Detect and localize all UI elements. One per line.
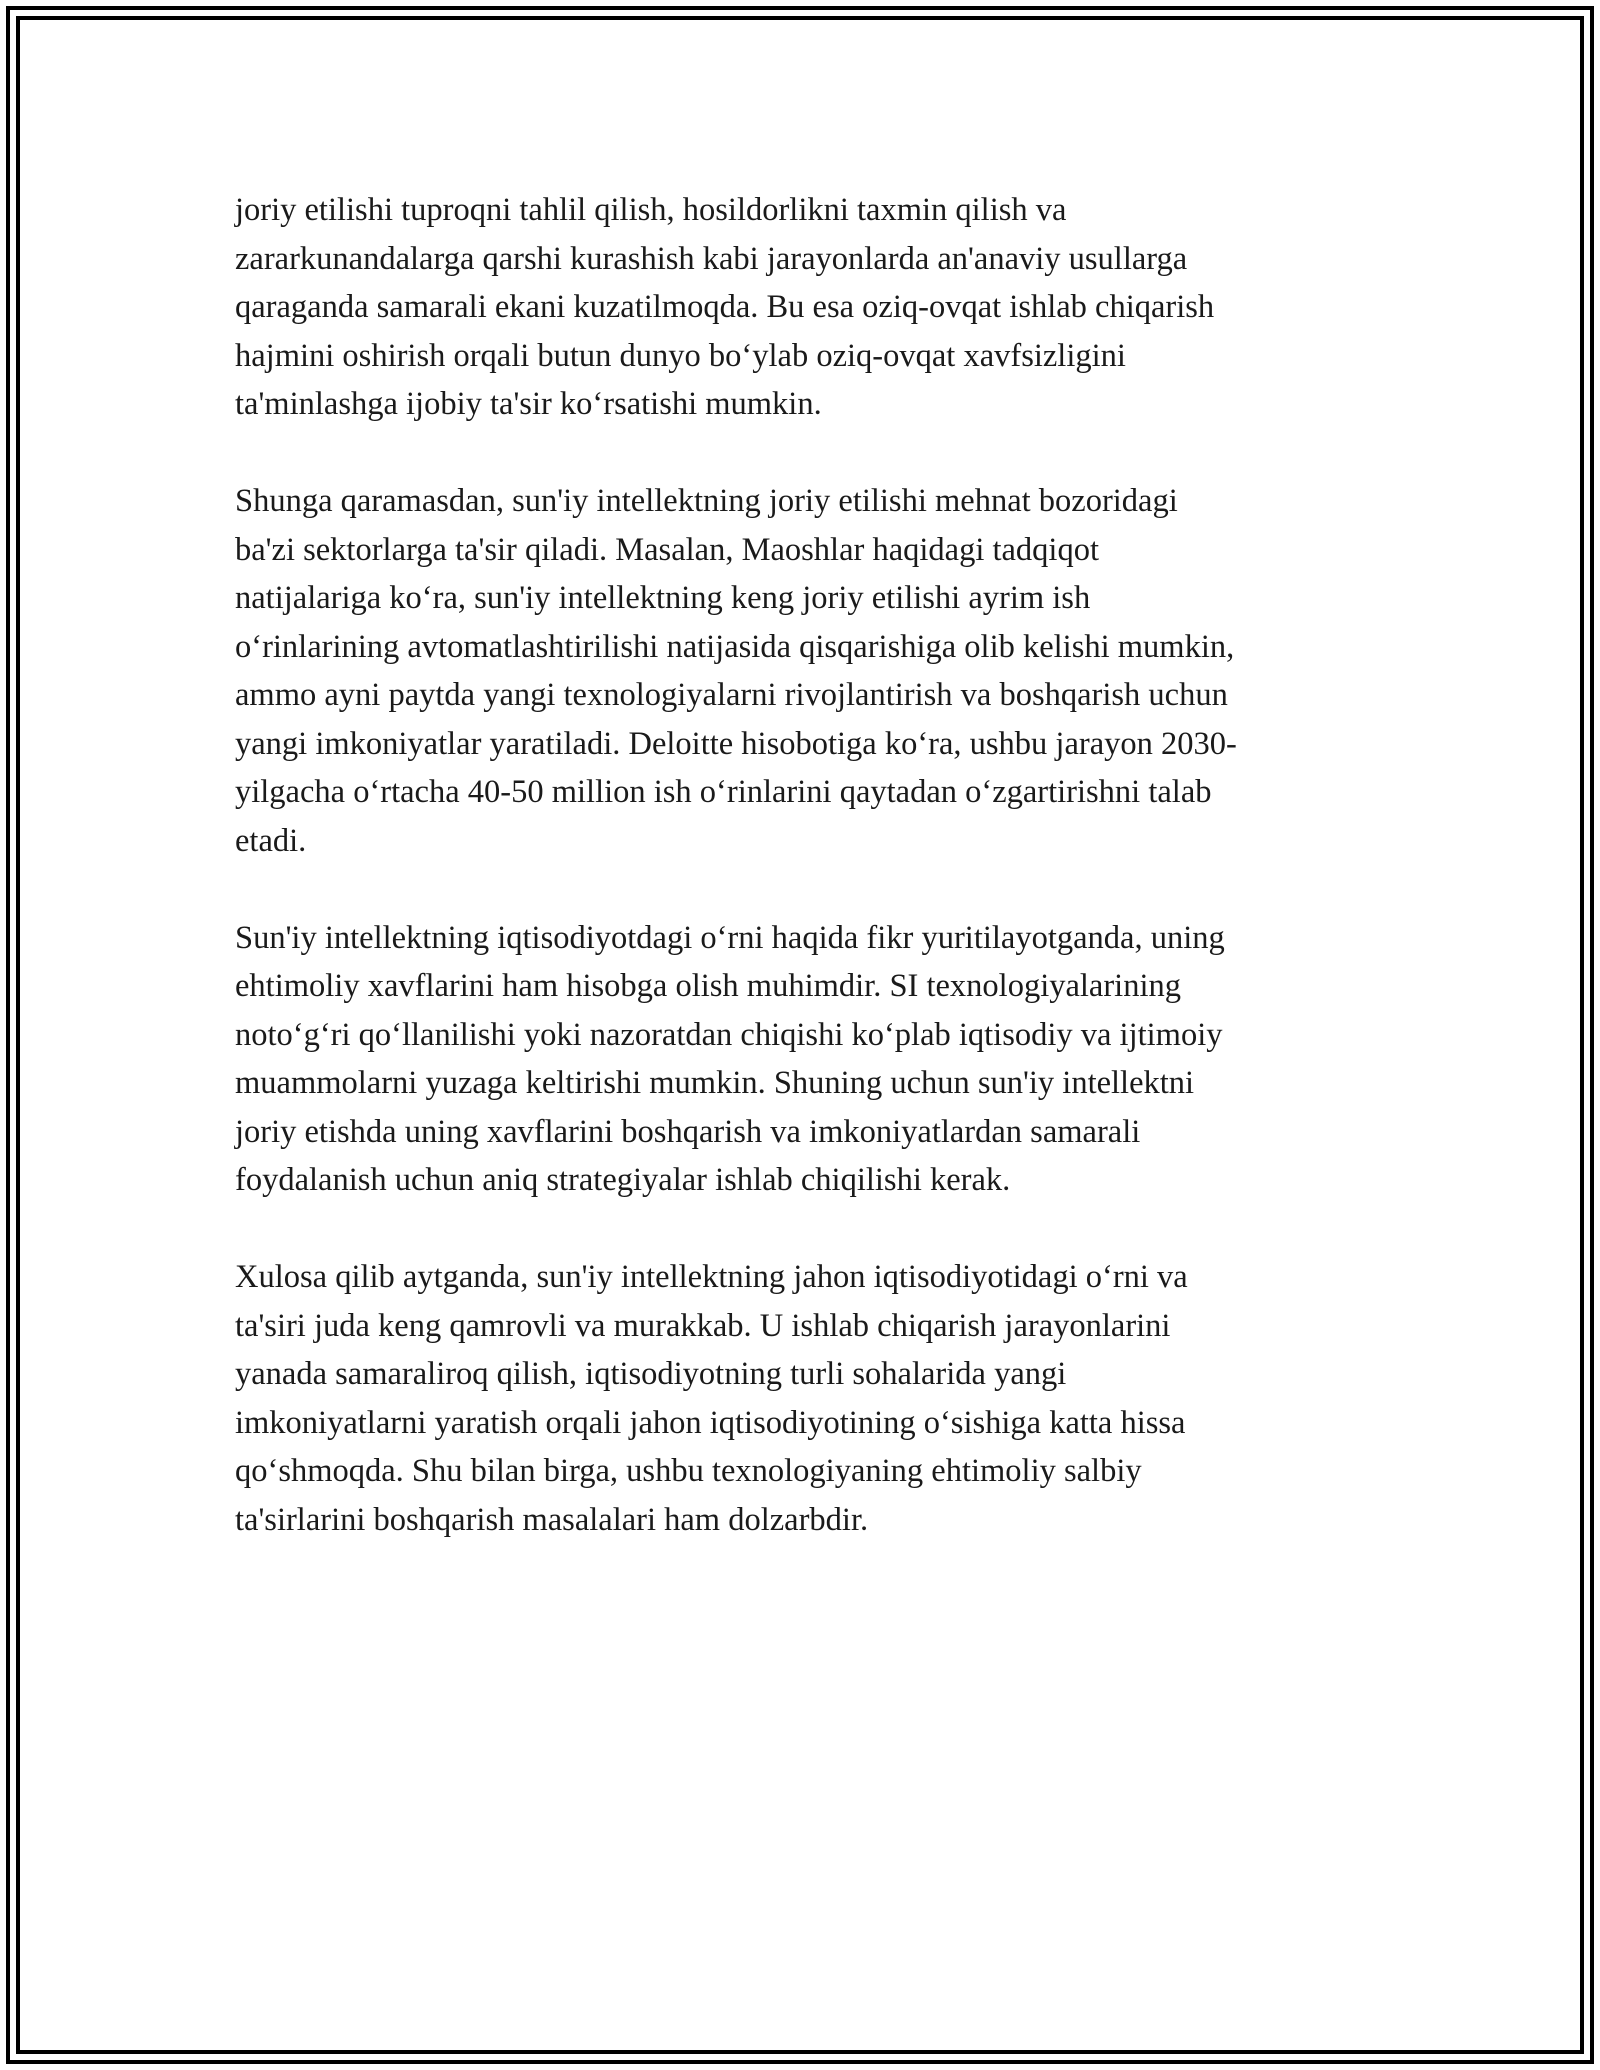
paragraph [235,914,1375,1205]
text-line: ta'siri juda keng qamrovli va murakkab. U ishlab chiqarish jarayonlarini [235,1307,1171,1344]
text-line: ta'sirlarini boshqarish masalalari ham dolzarbdir. [235,1501,869,1538]
text-line: yilgacha oʻrtacha 40-50 million ish oʻrinlarini qaytadan oʻzgartirishni talab [235,774,1212,810]
text-line: yangi imkoniyatlar yaratiladi. Deloitte hisobotiga koʻra, ushbu jarayon 2030- [235,725,1237,762]
text-line: qaraganda samarali ekani kuzatilmoqda. Bu esa oziq-ovqat ishlab chiqarish [235,289,1215,325]
text-line: imkoniyatlarni yaratish orqali jahon iqtisodiyotining oʻsishiga katta hissa [235,1404,1186,1441]
text-line: muammolarni yuzaga keltirishi mumkin. Shuning uchun sun'iy intellektni [235,1065,1195,1101]
text-line: joriy etilishi tuproqni tahlil qilish, hosildorlikni taxmin qilish va [235,192,1067,228]
text-line: natijalariga koʻra, sun'iy intellektning keng joriy etilishi ayrim ish [235,580,1091,616]
document-body [235,186,1375,1593]
paragraph [235,477,1375,865]
text-line: yanada samaraliroq qilish, iqtisodiyotning turli sohalarida yangi [235,1356,1067,1392]
text-line: qoʻshmoqda. Shu bilan birga, ushbu texnologiyaning ehtimoliy salbiy [235,1453,1142,1489]
text-line: Xulosa qilib aytganda, sun'iy intellektning jahon iqtisodiyotidagi oʻrni va [235,1259,1188,1295]
text-line: zararkunandalarga qarshi kurashish kabi jarayonlarda an'anaviy usullarga [235,240,1188,277]
text-line: ammo ayni paytda yangi texnologiyalarni rivojlantirish va boshqarish uchun [235,677,1228,713]
text-line: ta'minlashga ijobiy ta'sir koʻrsatishi mumkin. [235,386,822,422]
text-line: hajmini oshirish orqali butun dunyo boʻylab oziq-ovqat xavfsizligini [235,337,1126,374]
text-line: Sun'iy intellektning iqtisodiyotdagi oʻrni haqida fikr yuritilayotganda, uning [235,919,1225,956]
text-line: foydalanish uchun aniq strategiyalar ishlab chiqilishi kerak. [235,1162,1011,1198]
text-line: ba'zi sektorlarga ta'sir qiladi. Masalan, Maoshlar haqidagi tadqiqot [235,531,1099,568]
text-line: oʻrinlarining avtomatlashtirilishi natijasida qisqarishiga olib kelishi mumkin, [235,628,1235,665]
paragraph [235,186,1375,429]
text-line: notoʻgʻri qoʻllanilishi yoki nazoratdan chiqishi koʻplab iqtisodiy va ijtimoiy [235,1016,1223,1053]
text-line: joriy etishda uning xavflarini boshqarish va imkoniyatlardan samarali [235,1113,1141,1150]
paragraph [235,1253,1375,1544]
text-line: etadi. [235,822,307,859]
text-line: Shunga qaramasdan, sun'iy intellektning joriy etilishi mehnat bozoridagi [235,483,1178,519]
text-line: ehtimoliy xavflarini ham hisobga olish muhimdir. SI texnologiyalarining [235,968,1181,1004]
